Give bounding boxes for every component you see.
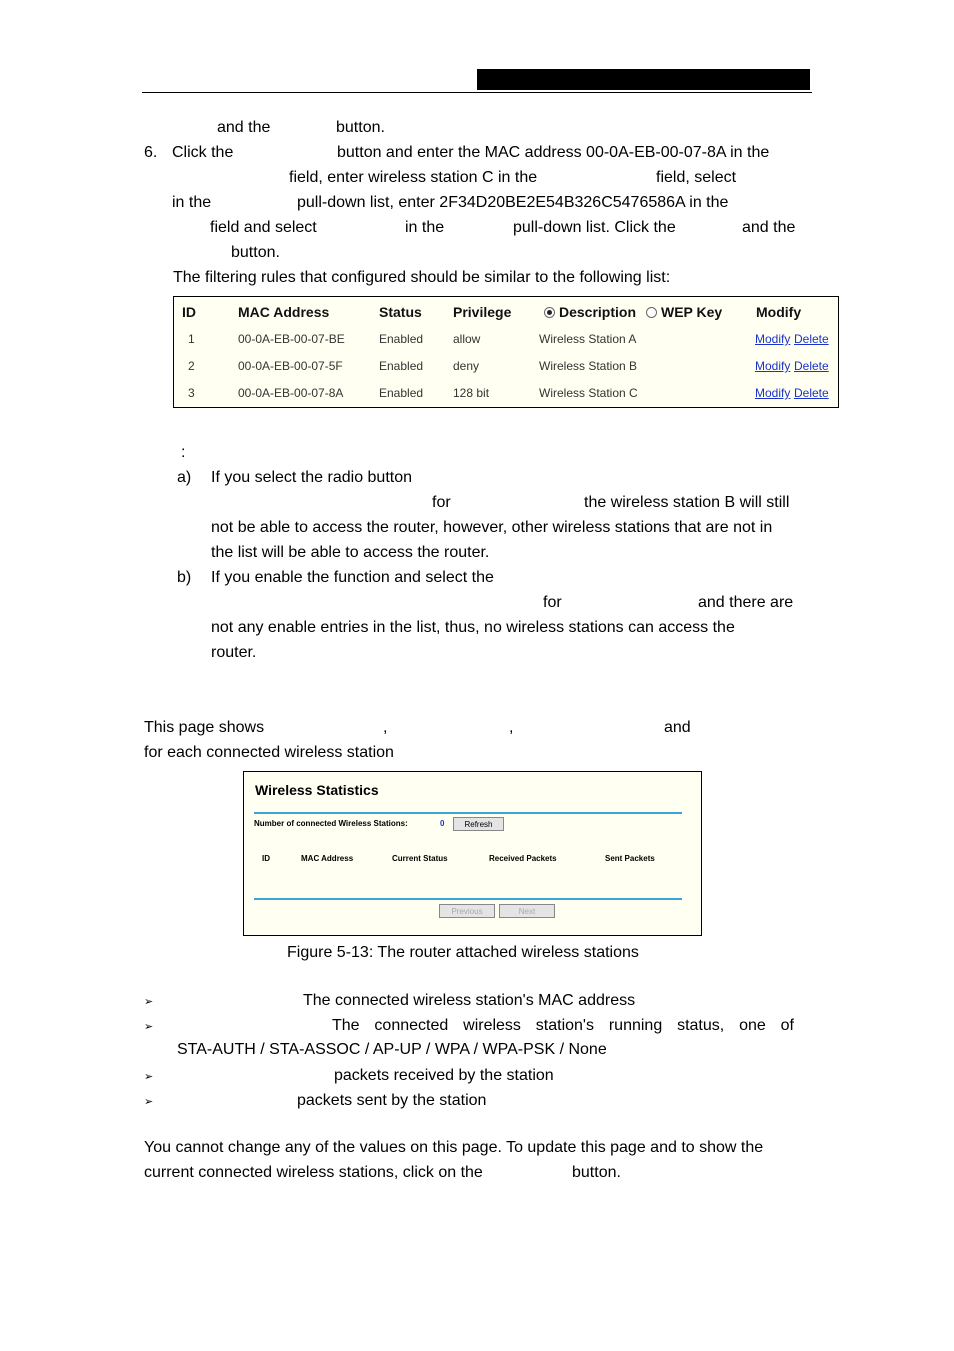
row2-mac: 00-0A-EB-00-07-5F [238, 359, 343, 373]
closing-line2-b: button. [572, 1164, 621, 1181]
ws-col-status: Current Status [392, 854, 448, 863]
step6-line1-b: button and enter the MAC address 00-0A-EB-00-07-8A in the [337, 144, 770, 161]
note-b-line4: router. [211, 644, 257, 661]
row3-delete-link[interactable]: Delete [794, 386, 829, 400]
section-line2: for each connected wireless station [144, 744, 394, 761]
row1-mac: 00-0A-EB-00-07-BE [238, 332, 345, 346]
section-comma-1: , [383, 719, 388, 736]
note-b-line2-b: and there are [698, 594, 794, 611]
step6-line2-a: field, enter wireless station C in the [289, 169, 538, 186]
closing-line2-a: current connected wireless stations, click on the [144, 1164, 483, 1181]
step6-line1-a: Click the [172, 144, 234, 161]
col-id: ID [182, 304, 196, 320]
step-number: 6. [144, 144, 158, 161]
bullet-status-values: STA-AUTH / STA-ASSOC / AP-UP / WPA / WPA-PSK / None [177, 1041, 607, 1058]
col-modify: Modify [756, 304, 802, 320]
bullet-arrow-icon: ➢ [144, 1096, 154, 1108]
row1-description: Wireless Station A [539, 332, 637, 346]
bullet-mac-text: The connected wireless station's MAC address [303, 992, 636, 1009]
description-radio[interactable] [544, 307, 555, 318]
row1-modify-link[interactable]: Modify [755, 332, 791, 346]
col-description[interactable] [544, 305, 636, 319]
wep-key-label: WEP Key [661, 304, 723, 320]
col-status: Status [379, 304, 422, 320]
row3-status: Enabled [379, 386, 424, 400]
note-a-line3: not be able to access the router, however, other wireless stations that are not in [211, 519, 773, 536]
wireless-statistics-panel [243, 771, 702, 936]
note-a-line1: If you select the radio button [211, 469, 413, 486]
note-a-line2-for: for [432, 494, 451, 511]
next-button[interactable]: Next [499, 904, 555, 918]
bullet-sent-text: packets sent by the station [297, 1092, 487, 1109]
row3-description: Wireless Station C [539, 386, 638, 400]
note-b-label: b) [177, 569, 192, 586]
note-a-line2-b: the wireless station B will still [584, 494, 790, 511]
step6-line4-b: in the [405, 219, 445, 236]
bullet-received-text: packets received by the station [334, 1067, 554, 1084]
step5-and-the: and the [217, 119, 271, 136]
bullet-arrow-icon: ➢ [144, 1071, 154, 1083]
panel-bottom-rule [254, 898, 682, 900]
row2-modify-link[interactable]: Modify [755, 359, 791, 373]
refresh-button[interactable]: Refresh [453, 817, 504, 831]
note-a-line4: the list will be able to access the router. [211, 544, 490, 561]
step5-button-text: button. [336, 119, 385, 136]
step6-line2-b: field, select [656, 169, 737, 186]
row3-privilege: 128 bit [453, 386, 490, 400]
connected-count-label: Number of connected Wireless Stations: [254, 819, 408, 828]
bullet-arrow-icon: ➢ [144, 996, 154, 1008]
step6-line3-b: pull-down list, enter 2F34D20BE2E54B326C5476586A in the [297, 194, 729, 211]
step6-line4-d: and the [742, 219, 796, 236]
section-comma-2: , [509, 719, 514, 736]
ws-col-mac: MAC Address [301, 854, 354, 863]
section-line1-a: This page shows [144, 719, 265, 736]
note-b-line1: If you enable the function and select the [211, 569, 494, 586]
row2-status: Enabled [379, 359, 424, 373]
row1-status: Enabled [379, 332, 424, 346]
row3-mac: 00-0A-EB-00-07-8A [238, 386, 344, 400]
step6-line4-a: field and select [210, 219, 317, 236]
ws-col-sent: Sent Packets [605, 854, 655, 863]
note-b-line2-for: for [543, 594, 562, 611]
row3-id: 3 [188, 386, 195, 400]
row1-privilege: allow [453, 332, 481, 346]
row2-delete-link[interactable]: Delete [794, 359, 829, 373]
row1-id: 1 [188, 332, 195, 346]
ws-col-received: Received Packets [489, 854, 557, 863]
panel-top-rule [254, 812, 682, 814]
previous-button[interactable]: Previous [439, 904, 495, 918]
bullet-arrow-icon: ➢ [144, 1021, 154, 1033]
note-a-label: a) [177, 469, 192, 486]
row2-id: 2 [188, 359, 195, 373]
step6-line5: button. [231, 244, 280, 261]
description-label: Description [559, 304, 637, 320]
ws-col-id: ID [262, 854, 270, 863]
connected-count-value: 0 [440, 819, 445, 828]
bullet-status-text: The connected wireless station's running status, one of [332, 1017, 794, 1034]
step6-line4-c: pull-down list. Click the [513, 219, 676, 236]
figure-caption: Figure 5-13: The router attached wireless stations [287, 944, 639, 961]
rules-intro: The filtering rules that configured should be similar to the following list: [173, 269, 671, 286]
filtering-rules-table [173, 296, 839, 408]
step6-line3-a: in the [172, 194, 212, 211]
col-wep-key[interactable] [646, 305, 722, 319]
panel-title: Wireless Statistics [255, 782, 379, 798]
header-rule [142, 92, 812, 93]
header-black-bar [477, 69, 810, 90]
col-privilege: Privilege [453, 304, 512, 320]
row3-modify-link[interactable]: Modify [755, 386, 791, 400]
note-colon: : [181, 444, 186, 461]
row1-delete-link[interactable]: Delete [794, 332, 829, 346]
closing-line1: You cannot change any of the values on this page. To update this page and to show the [144, 1139, 764, 1156]
wep-key-radio[interactable] [646, 307, 657, 318]
col-mac: MAC Address [238, 304, 330, 320]
section-and: and [664, 719, 691, 736]
row2-privilege: deny [453, 359, 480, 373]
row2-description: Wireless Station B [539, 359, 638, 373]
note-b-line3: not any enable entries in the list, thus, no wireless stations can access the [211, 619, 735, 636]
